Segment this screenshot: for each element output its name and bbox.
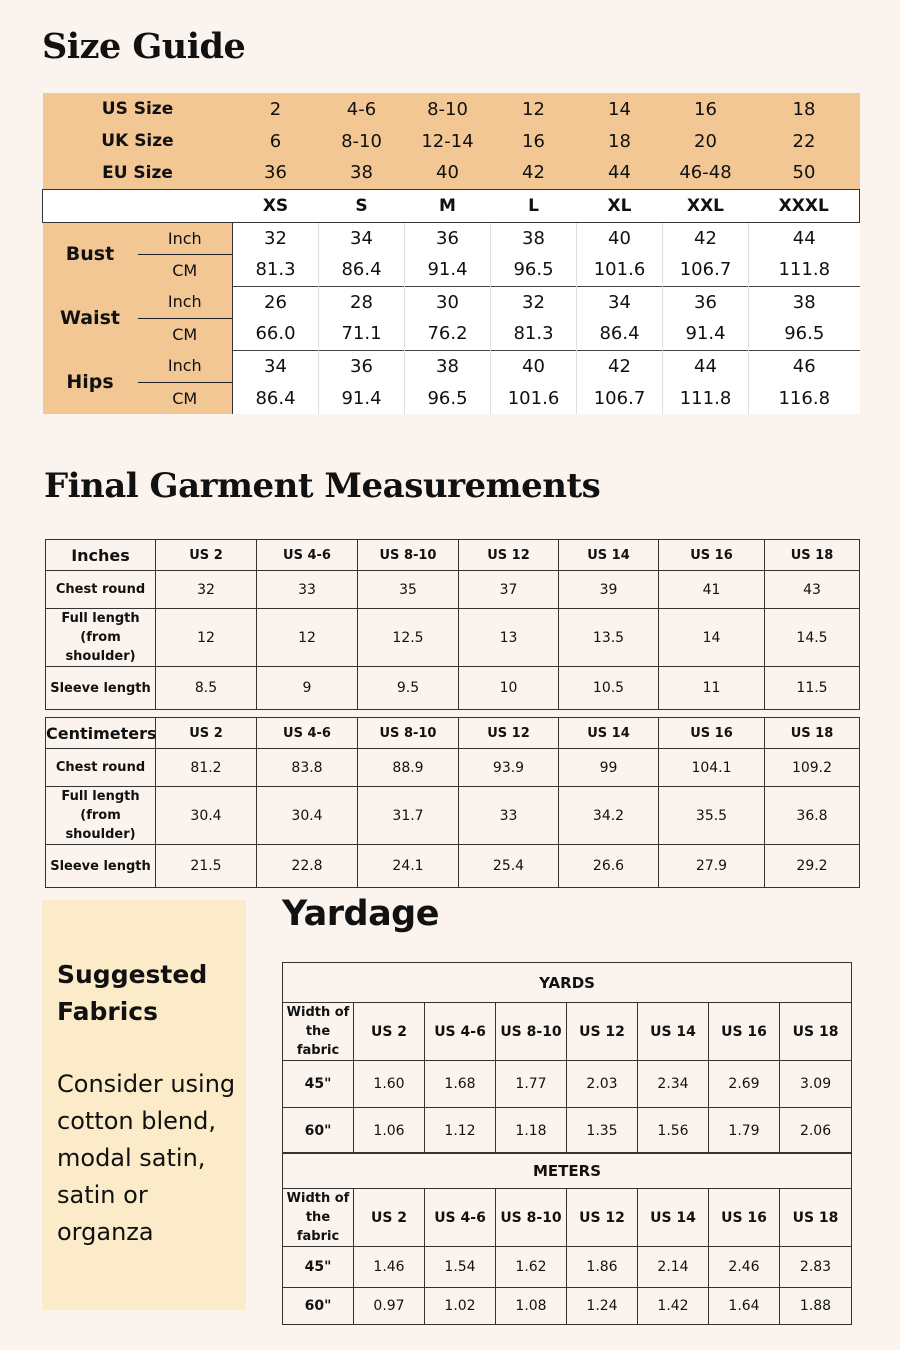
garment-row	[46, 787, 860, 845]
waist-cm-value: 86.4	[577, 318, 663, 350]
measurement-value: 29.2	[765, 845, 860, 888]
yardage-value: 1.79	[709, 1108, 780, 1154]
yardage-value: 2.14	[638, 1247, 709, 1288]
measurement-value: 31.7	[358, 787, 459, 845]
size-column-header: US 8-10	[496, 1003, 567, 1061]
bust-inch-row	[43, 222, 860, 254]
eu-size-label: EU Size	[43, 157, 233, 189]
us-size-value: 4-6	[319, 93, 405, 125]
measurement-value: 10	[459, 667, 559, 710]
yardage-yards-table	[282, 962, 852, 1154]
eu-size-value: 36	[233, 157, 319, 189]
waist-label: Waist	[43, 286, 138, 350]
hips-cm-value: 106.7	[577, 382, 663, 414]
measurement-value: 21.5	[156, 845, 257, 888]
us-size-label: US Size	[43, 93, 233, 125]
hips-inch-value: 44	[663, 350, 749, 382]
yardage-value: 2.69	[709, 1061, 780, 1108]
yardage-row	[283, 1288, 852, 1325]
yardage-header-row	[283, 1189, 852, 1247]
letter-size-value: M	[405, 189, 491, 222]
yardage-value: 1.06	[354, 1108, 425, 1154]
size-column-header: US 2	[354, 1189, 425, 1247]
hips-inch-value: 36	[319, 350, 405, 382]
waist-cm-row	[43, 318, 860, 350]
bust-inch-value: 42	[663, 222, 749, 254]
size-column-header: US 16	[659, 540, 765, 571]
us-size-value: 16	[663, 93, 749, 125]
garment-centimeters-table	[45, 717, 860, 888]
measurement-value: 37	[459, 571, 559, 609]
yardage-title-row	[283, 963, 852, 1003]
yardage-value: 1.88	[780, 1288, 852, 1325]
waist-inch-value: 26	[233, 286, 319, 318]
hips-inch-value: 42	[577, 350, 663, 382]
yardage-value: 1.46	[354, 1247, 425, 1288]
letter-size-value: XL	[577, 189, 663, 222]
measurement-label: Sleeve length	[46, 845, 156, 888]
bust-inch-value: 36	[405, 222, 491, 254]
measurement-value: 10.5	[559, 667, 659, 710]
garment-row	[46, 667, 860, 710]
yardage-value: 2.46	[709, 1247, 780, 1288]
measurement-value: 34.2	[559, 787, 659, 845]
uk-size-value: 8-10	[319, 125, 405, 157]
size-column-header: US 18	[765, 540, 860, 571]
waist-cm-value: 71.1	[319, 318, 405, 350]
waist-inch-value: 34	[577, 286, 663, 318]
size-column-header: US 14	[559, 540, 659, 571]
garment-inches-table	[45, 539, 860, 710]
size-column-header: US 4-6	[425, 1003, 496, 1061]
measurement-value: 26.6	[559, 845, 659, 888]
bust-cm-value: 86.4	[319, 254, 405, 286]
measurement-value: 35	[358, 571, 459, 609]
measurement-value: 27.9	[659, 845, 765, 888]
measurement-value: 88.9	[358, 749, 459, 787]
yardage-value: 1.64	[709, 1288, 780, 1325]
hips-inch-row	[43, 350, 860, 382]
measurement-value: 8.5	[156, 667, 257, 710]
fabric-width-value: 45"	[283, 1247, 354, 1288]
yardage-value: 1.08	[496, 1288, 567, 1325]
hips-cm-value: 101.6	[491, 382, 577, 414]
size-column-header: US 12	[567, 1189, 638, 1247]
size-row-eu	[43, 157, 860, 189]
eu-size-value: 38	[319, 157, 405, 189]
yards-unit-title: YARDS	[283, 963, 852, 1003]
hips-cm-value: 86.4	[233, 382, 319, 414]
measurement-label: Sleeve length	[46, 667, 156, 710]
measurement-value: 93.9	[459, 749, 559, 787]
measurement-value: 109.2	[765, 749, 860, 787]
final-garment-title: Final Garment Measurements	[44, 466, 601, 506]
measurement-value: 9	[257, 667, 358, 710]
yardage-value: 1.24	[567, 1288, 638, 1325]
measurement-label: Full length (from shoulder)	[46, 609, 156, 667]
eu-size-value: 46-48	[663, 157, 749, 189]
waist-inch-value: 38	[749, 286, 860, 318]
size-row-uk	[43, 125, 860, 157]
unit-header: Centimeters	[46, 718, 156, 749]
fabric-width-value: 60"	[283, 1288, 354, 1325]
yardage-title: Yardage	[282, 894, 439, 934]
measurement-value: 11.5	[765, 667, 860, 710]
letter-size-value: L	[491, 189, 577, 222]
measurement-label: Chest round	[46, 571, 156, 609]
measurement-value: 41	[659, 571, 765, 609]
yardage-meters-table	[282, 1152, 852, 1325]
measurement-value: 13.5	[559, 609, 659, 667]
size-column-header: US 14	[638, 1003, 709, 1061]
waist-cm-value: 66.0	[233, 318, 319, 350]
measurement-label: Full length (from shoulder)	[46, 787, 156, 845]
size-row-us	[43, 93, 860, 125]
size-column-header: US 18	[780, 1189, 852, 1247]
hips-inch-value: 46	[749, 350, 860, 382]
yardage-value: 1.60	[354, 1061, 425, 1108]
yardage-value: 0.97	[354, 1288, 425, 1325]
measurement-value: 81.2	[156, 749, 257, 787]
garment-header-row	[46, 718, 860, 749]
waist-cm-value: 76.2	[405, 318, 491, 350]
size-column-header: US 12	[459, 540, 559, 571]
bust-inch-value: 44	[749, 222, 860, 254]
garment-row	[46, 571, 860, 609]
garment-row	[46, 609, 860, 667]
yardage-value: 1.54	[425, 1247, 496, 1288]
hips-cm-value: 91.4	[319, 382, 405, 414]
waist-cm-value: 91.4	[663, 318, 749, 350]
measurement-value: 43	[765, 571, 860, 609]
measurement-value: 32	[156, 571, 257, 609]
us-size-value: 8-10	[405, 93, 491, 125]
yardage-header-row	[283, 1003, 852, 1061]
yardage-value: 2.34	[638, 1061, 709, 1108]
measurement-value: 9.5	[358, 667, 459, 710]
size-column-header: US 4-6	[425, 1189, 496, 1247]
measurement-value: 35.5	[659, 787, 765, 845]
fabric-width-value: 60"	[283, 1108, 354, 1154]
unit-inch-label: Inch	[138, 286, 233, 318]
bust-cm-value: 91.4	[405, 254, 491, 286]
measurement-value: 22.8	[257, 845, 358, 888]
unit-cm-label: CM	[138, 318, 233, 350]
us-size-value: 14	[577, 93, 663, 125]
bust-cm-value: 101.6	[577, 254, 663, 286]
uk-size-value: 20	[663, 125, 749, 157]
suggested-fabrics-title: Suggested Fabrics	[57, 960, 208, 1026]
letter-size-value: XS	[233, 189, 319, 222]
waist-inch-value: 32	[491, 286, 577, 318]
hips-cm-value: 111.8	[663, 382, 749, 414]
yardage-value: 1.12	[425, 1108, 496, 1154]
hips-inch-value: 38	[405, 350, 491, 382]
yardage-value: 1.86	[567, 1247, 638, 1288]
size-row-letters	[43, 189, 860, 222]
yardage-value: 2.83	[780, 1247, 852, 1288]
size-column-header: US 16	[709, 1189, 780, 1247]
yardage-value: 1.18	[496, 1108, 567, 1154]
size-column-header: US 16	[709, 1003, 780, 1061]
yardage-value: 1.35	[567, 1108, 638, 1154]
size-column-header: US 18	[765, 718, 860, 749]
eu-size-value: 50	[749, 157, 860, 189]
unit-inch-label: Inch	[138, 350, 233, 382]
waist-cm-value: 81.3	[491, 318, 577, 350]
size-column-header: US 2	[156, 718, 257, 749]
bust-cm-value: 106.7	[663, 254, 749, 286]
garment-row	[46, 845, 860, 888]
uk-size-value: 12-14	[405, 125, 491, 157]
size-guide-table	[42, 93, 860, 414]
size-column-header: US 4-6	[257, 540, 358, 571]
size-guide-title: Size Guide	[42, 26, 246, 67]
hips-cm-row	[43, 382, 860, 414]
letter-size-value: XXL	[663, 189, 749, 222]
bust-inch-value: 40	[577, 222, 663, 254]
us-size-value: 18	[749, 93, 860, 125]
bust-cm-value: 111.8	[749, 254, 860, 286]
fabric-width-value: 45"	[283, 1061, 354, 1108]
eu-size-value: 40	[405, 157, 491, 189]
measurement-value: 12.5	[358, 609, 459, 667]
size-column-header: US 2	[354, 1003, 425, 1061]
garment-row	[46, 749, 860, 787]
waist-inch-value: 30	[405, 286, 491, 318]
unit-cm-label: CM	[138, 382, 233, 414]
measurement-value: 39	[559, 571, 659, 609]
measurement-value: 24.1	[358, 845, 459, 888]
waist-inch-row	[43, 286, 860, 318]
us-size-value: 12	[491, 93, 577, 125]
unit-inch-label: Inch	[138, 222, 233, 254]
size-column-header: US 4-6	[257, 718, 358, 749]
uk-size-value: 6	[233, 125, 319, 157]
yardage-value: 1.77	[496, 1061, 567, 1108]
yardage-row	[283, 1061, 852, 1108]
meters-unit-title: METERS	[283, 1153, 852, 1189]
size-column-header: US 18	[780, 1003, 852, 1061]
size-column-header: US 8-10	[358, 718, 459, 749]
us-size-value: 2	[233, 93, 319, 125]
waist-inch-value: 36	[663, 286, 749, 318]
yardage-value: 1.02	[425, 1288, 496, 1325]
size-column-header: US 12	[567, 1003, 638, 1061]
bust-inch-value: 38	[491, 222, 577, 254]
letter-size-blank	[43, 189, 233, 222]
measurement-label: Chest round	[46, 749, 156, 787]
measurement-value: 104.1	[659, 749, 765, 787]
waist-inch-value: 28	[319, 286, 405, 318]
unit-header: Inches	[46, 540, 156, 571]
hips-cm-value: 96.5	[405, 382, 491, 414]
measurement-value: 12	[257, 609, 358, 667]
size-column-header: US 16	[659, 718, 765, 749]
measurement-value: 11	[659, 667, 765, 710]
yardage-value: 3.09	[780, 1061, 852, 1108]
bust-inch-value: 34	[319, 222, 405, 254]
size-column-header: US 14	[559, 718, 659, 749]
unit-cm-label: CM	[138, 254, 233, 286]
size-column-header: US 8-10	[358, 540, 459, 571]
measurement-value: 14.5	[765, 609, 860, 667]
letter-size-value: XXXL	[749, 189, 860, 222]
size-column-header: US 12	[459, 718, 559, 749]
hips-cm-value: 116.8	[749, 382, 860, 414]
garment-header-row	[46, 540, 860, 571]
measurement-value: 33	[257, 571, 358, 609]
suggested-fabrics-box	[42, 900, 246, 1310]
eu-size-value: 44	[577, 157, 663, 189]
uk-size-value: 22	[749, 125, 860, 157]
measurement-value: 25.4	[459, 845, 559, 888]
fabric-width-label: Width of the fabric	[283, 1003, 354, 1061]
uk-size-label: UK Size	[43, 125, 233, 157]
hips-label: Hips	[43, 350, 138, 414]
yardage-value: 1.62	[496, 1247, 567, 1288]
yardage-value: 1.56	[638, 1108, 709, 1154]
measurement-value: 14	[659, 609, 765, 667]
measurement-value: 99	[559, 749, 659, 787]
measurement-value: 30.4	[257, 787, 358, 845]
yardage-value: 2.06	[780, 1108, 852, 1154]
yardage-row	[283, 1247, 852, 1288]
measurement-value: 12	[156, 609, 257, 667]
bust-label: Bust	[43, 222, 138, 286]
yardage-value: 1.42	[638, 1288, 709, 1325]
measurement-value: 13	[459, 609, 559, 667]
bust-cm-value: 81.3	[233, 254, 319, 286]
yardage-value: 2.03	[567, 1061, 638, 1108]
bust-cm-value: 96.5	[491, 254, 577, 286]
fabric-width-label: Width of the fabric	[283, 1189, 354, 1247]
size-column-header: US 8-10	[496, 1189, 567, 1247]
size-column-header: US 14	[638, 1189, 709, 1247]
measurement-value: 36.8	[765, 787, 860, 845]
uk-size-value: 16	[491, 125, 577, 157]
bust-inch-value: 32	[233, 222, 319, 254]
yardage-value: 1.68	[425, 1061, 496, 1108]
size-column-header: US 2	[156, 540, 257, 571]
hips-inch-value: 34	[233, 350, 319, 382]
yardage-title-row	[283, 1153, 852, 1189]
eu-size-value: 42	[491, 157, 577, 189]
measurement-value: 33	[459, 787, 559, 845]
suggested-fabrics-text: Consider using cotton blend, modal satin, satin or organza	[57, 1070, 236, 1246]
letter-size-value: S	[319, 189, 405, 222]
bust-cm-row	[43, 254, 860, 286]
yardage-row	[283, 1108, 852, 1154]
measurement-value: 30.4	[156, 787, 257, 845]
measurement-value: 83.8	[257, 749, 358, 787]
waist-cm-value: 96.5	[749, 318, 860, 350]
uk-size-value: 18	[577, 125, 663, 157]
hips-inch-value: 40	[491, 350, 577, 382]
